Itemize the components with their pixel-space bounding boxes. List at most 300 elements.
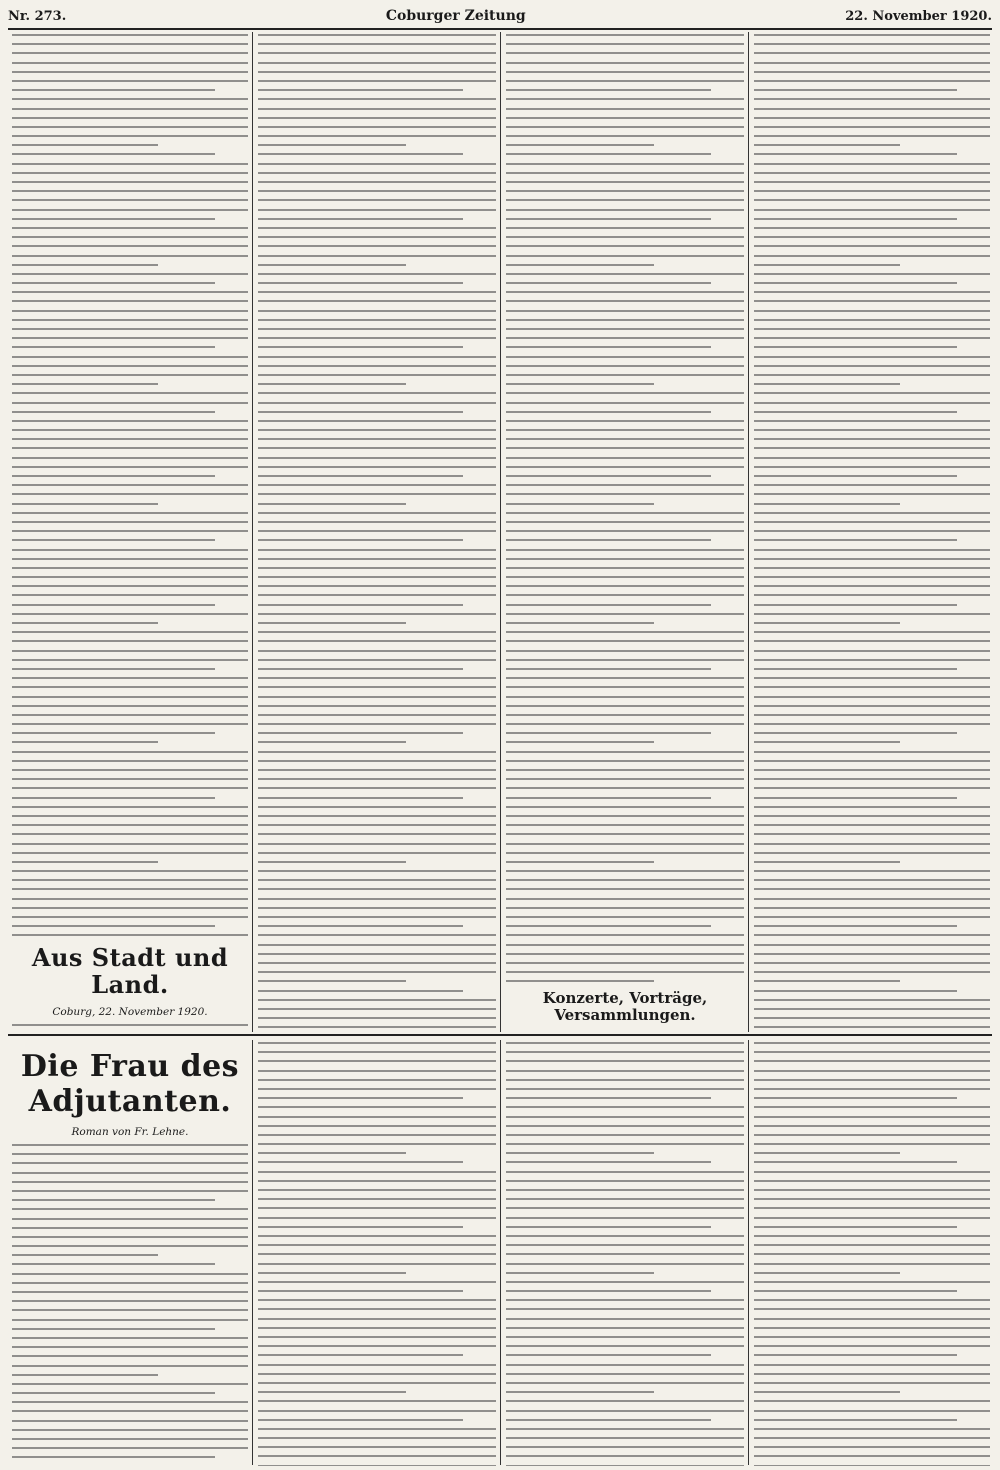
- text-line: [12, 1282, 248, 1284]
- text-line: [12, 1328, 215, 1330]
- text-line: [506, 365, 744, 367]
- text-line: [506, 512, 744, 514]
- text-line: [506, 585, 744, 587]
- text-line: [258, 1217, 496, 1219]
- text-line: [258, 117, 496, 119]
- text-line: [12, 62, 248, 64]
- text-line: [258, 190, 496, 192]
- text-line: [12, 613, 248, 615]
- text-line: [258, 1345, 496, 1347]
- text-line: [258, 264, 406, 266]
- text-line: [12, 594, 248, 596]
- text-line: [754, 640, 990, 642]
- text-line: [506, 126, 744, 128]
- text-line: [258, 833, 496, 835]
- text-line: [258, 631, 496, 633]
- text-line: [506, 594, 744, 596]
- text-line: [754, 980, 900, 982]
- text-line: [506, 1217, 744, 1219]
- text-line: [506, 1281, 744, 1283]
- text-line: [12, 797, 215, 799]
- text-line: [506, 190, 744, 192]
- text-block: [754, 1042, 990, 1466]
- text-line: [506, 62, 744, 64]
- text-line: [506, 723, 744, 725]
- text-line: [258, 925, 463, 927]
- text-line: [506, 108, 744, 110]
- text-line: [12, 696, 248, 698]
- text-line: [506, 438, 744, 440]
- text-line: [506, 879, 744, 881]
- text-line: [506, 328, 744, 330]
- text-line: [754, 1327, 990, 1329]
- text-line: [258, 1189, 496, 1191]
- serial-column-4: [754, 1042, 990, 1466]
- text-line: [754, 650, 990, 652]
- text-line: [754, 870, 990, 872]
- text-line: [754, 1134, 990, 1136]
- text-line: [506, 1364, 744, 1366]
- text-line: [258, 824, 496, 826]
- text-line: [754, 1373, 990, 1375]
- text-line: [754, 420, 990, 422]
- text-line: [12, 833, 248, 835]
- text-line: [258, 1272, 406, 1274]
- text-block: [258, 34, 496, 1029]
- text-line: [12, 475, 215, 477]
- text-line: [258, 787, 496, 789]
- text-line: [258, 1354, 463, 1356]
- text-line: [506, 493, 744, 495]
- text-line: [754, 199, 990, 201]
- text-line: [258, 89, 463, 91]
- text-line: [506, 1263, 744, 1265]
- text-line: [754, 163, 990, 165]
- text-line: [754, 576, 990, 578]
- text-line: [258, 1391, 406, 1393]
- text-line: [12, 741, 158, 743]
- text-line: [506, 650, 744, 652]
- text-line: [754, 549, 990, 551]
- text-line: [258, 466, 496, 468]
- text-line: [258, 696, 496, 698]
- text-line: [258, 898, 496, 900]
- text-line: [258, 1134, 496, 1136]
- text-line: [754, 668, 957, 670]
- text-line: [258, 1290, 463, 1292]
- text-line: [506, 117, 744, 119]
- text-line: [258, 797, 463, 799]
- text-line: [12, 282, 215, 284]
- text-line: [754, 1354, 957, 1356]
- text-line: [258, 1207, 496, 1209]
- text-line: [258, 1070, 496, 1072]
- text-line: [258, 1097, 463, 1099]
- text-line: [506, 787, 744, 789]
- text-line: [12, 585, 248, 587]
- text-line: [506, 815, 744, 817]
- text-line: [258, 34, 496, 36]
- text-line: [754, 705, 990, 707]
- text-line: [506, 640, 744, 642]
- text-line: [258, 861, 406, 863]
- text-line: [258, 521, 496, 523]
- text-line: [506, 962, 744, 964]
- text-line: [258, 668, 463, 670]
- text-line: [12, 1291, 248, 1293]
- text-line: [12, 172, 248, 174]
- text-line: [12, 1309, 248, 1311]
- text-line: [258, 337, 496, 339]
- text-line: [754, 732, 957, 734]
- text-line: [754, 190, 990, 192]
- text-line: [258, 218, 463, 220]
- text-line: [12, 1456, 215, 1458]
- text-line: [258, 1308, 496, 1310]
- issue-date: 22. November 1920.: [845, 8, 992, 24]
- section-divider: [8, 1034, 992, 1036]
- text-line: [506, 383, 654, 385]
- text-line: [506, 1152, 654, 1154]
- text-line: [258, 163, 496, 165]
- text-line: [12, 558, 248, 560]
- text-line: [258, 319, 496, 321]
- text-line: [258, 236, 496, 238]
- text-line: [754, 1198, 990, 1200]
- text-line: [258, 1327, 496, 1329]
- text-line: [258, 686, 496, 688]
- text-line: [754, 1171, 990, 1173]
- text-line: [12, 1172, 248, 1174]
- text-line: [12, 209, 248, 211]
- text-line: [12, 218, 215, 220]
- text-line: [258, 227, 496, 229]
- masthead: [8, 4, 992, 30]
- text-line: [506, 613, 744, 615]
- text-line: [506, 1318, 744, 1320]
- text-line: [258, 346, 463, 348]
- text-line: [754, 585, 990, 587]
- text-line: [258, 677, 496, 679]
- text-line: [506, 925, 711, 927]
- text-line: [506, 622, 654, 624]
- text-line: [754, 999, 990, 1001]
- text-line: [258, 273, 496, 275]
- text-line: [506, 337, 744, 339]
- text-line: [754, 1152, 900, 1154]
- text-line: [258, 1017, 496, 1019]
- text-line: [754, 558, 990, 560]
- text-line: [506, 374, 744, 376]
- text-line: [506, 539, 711, 541]
- text-line: [258, 971, 496, 973]
- text-line: [258, 962, 496, 964]
- text-line: [754, 126, 990, 128]
- text-line: [258, 374, 496, 376]
- text-line: [754, 438, 990, 440]
- text-line: [12, 503, 158, 505]
- text-line: [12, 1273, 248, 1275]
- text-line: [754, 1026, 990, 1028]
- text-line: [12, 328, 248, 330]
- text-line: [506, 484, 744, 486]
- text-line: [12, 1218, 248, 1220]
- text-line: [258, 1382, 496, 1384]
- text-line: [754, 218, 957, 220]
- text-line: [12, 484, 248, 486]
- newspaper-title: Coburger Zeitung: [385, 8, 526, 24]
- text-line: [12, 392, 248, 394]
- text-line: [754, 71, 990, 73]
- text-line: [506, 282, 711, 284]
- text-line: [506, 760, 744, 762]
- text-line: [12, 117, 248, 119]
- text-line: [754, 493, 990, 495]
- text-line: [12, 199, 248, 201]
- text-line: [506, 264, 654, 266]
- text-line: [754, 227, 990, 229]
- column-rule: [500, 1040, 501, 1465]
- text-line: [12, 438, 248, 440]
- text-line: [12, 273, 248, 275]
- text-line: [12, 89, 215, 91]
- text-line: [506, 1290, 711, 1292]
- text-line: [506, 1336, 744, 1338]
- text-line: [12, 1355, 248, 1357]
- text-line: [258, 356, 496, 358]
- text-line: [754, 402, 990, 404]
- text-line: [506, 1198, 744, 1200]
- text-line: [506, 245, 744, 247]
- text-line: [506, 163, 744, 165]
- text-line: [12, 631, 248, 633]
- text-line: [12, 255, 248, 257]
- text-line: [12, 447, 248, 449]
- column-1: [12, 34, 248, 1029]
- text-line: [506, 732, 711, 734]
- text-line: [506, 144, 654, 146]
- text-line: [506, 1345, 744, 1347]
- text-line: [12, 457, 248, 459]
- text-line: [258, 62, 496, 64]
- column-rule: [252, 32, 253, 1032]
- text-line: [754, 310, 990, 312]
- text-line: [506, 714, 744, 716]
- text-line: [754, 62, 990, 64]
- text-block: [12, 34, 248, 936]
- text-line: [12, 1254, 158, 1256]
- text-line: [754, 1455, 990, 1457]
- text-line: [258, 52, 496, 54]
- text-line: [12, 898, 248, 900]
- text-line: [506, 1419, 711, 1421]
- text-line: [258, 539, 463, 541]
- text-line: [12, 512, 248, 514]
- text-line: [258, 815, 496, 817]
- text-line: [12, 43, 248, 45]
- text-line: [754, 319, 990, 321]
- text-line: [12, 52, 248, 54]
- text-line: [506, 1410, 744, 1412]
- text-line: [506, 558, 744, 560]
- text-line: [754, 475, 957, 477]
- serial-column-3: [506, 1042, 744, 1466]
- text-line: [754, 916, 990, 918]
- text-line: [258, 1152, 406, 1154]
- text-line: [506, 71, 744, 73]
- text-line: [754, 1217, 990, 1219]
- text-line: [258, 392, 496, 394]
- text-line: [754, 108, 990, 110]
- text-line: [12, 1162, 248, 1164]
- text-line: [754, 52, 990, 54]
- text-line: [12, 300, 248, 302]
- text-line: [754, 751, 990, 753]
- text-line: [258, 1281, 496, 1283]
- text-line: [506, 300, 744, 302]
- text-line: [258, 1235, 496, 1237]
- text-line: [506, 686, 744, 688]
- text-line: [506, 824, 744, 826]
- text-line: [754, 1382, 990, 1384]
- text-line: [754, 98, 990, 100]
- text-line: [258, 916, 496, 918]
- text-line: [506, 1097, 711, 1099]
- text-line: [506, 1272, 654, 1274]
- text-line: [506, 888, 744, 890]
- text-line: [754, 1410, 990, 1412]
- text-line: [754, 1097, 957, 1099]
- text-line: [258, 806, 496, 808]
- text-line: [258, 1051, 496, 1053]
- text-line: [754, 1161, 957, 1163]
- text-line: [258, 181, 496, 183]
- text-block: [506, 34, 744, 982]
- text-line: [754, 1336, 990, 1338]
- text-line: [258, 1336, 496, 1338]
- text-line: [754, 760, 990, 762]
- text-line: [12, 1337, 248, 1339]
- text-line: [12, 640, 248, 642]
- text-line: [258, 1465, 496, 1466]
- text-line: [258, 1198, 496, 1200]
- text-line: [754, 328, 990, 330]
- text-line: [12, 659, 248, 661]
- text-line: [754, 1263, 990, 1265]
- text-line: [12, 108, 248, 110]
- text-line: [12, 1420, 248, 1422]
- text-line: [506, 1042, 744, 1044]
- text-line: [506, 181, 744, 183]
- text-line: [754, 1226, 957, 1228]
- text-line: [12, 1227, 248, 1229]
- text-line: [258, 411, 463, 413]
- text-line: [506, 80, 744, 82]
- text-line: [12, 71, 248, 73]
- text-line: [258, 1318, 496, 1320]
- text-line: [754, 1106, 990, 1108]
- text-line: [506, 420, 744, 422]
- text-line: [258, 530, 496, 532]
- text-line: [754, 34, 990, 36]
- text-line: [258, 769, 496, 771]
- text-line: [12, 622, 158, 624]
- text-line: [12, 907, 248, 909]
- text-line: [754, 879, 990, 881]
- text-line: [12, 824, 248, 826]
- text-line: [754, 539, 957, 541]
- text-line: [258, 585, 496, 587]
- text-line: [506, 209, 744, 211]
- text-line: [506, 1437, 744, 1439]
- text-line: [506, 1143, 744, 1145]
- text-line: [12, 80, 248, 82]
- text-line: [258, 622, 406, 624]
- text-line: [12, 236, 248, 238]
- text-line: [506, 236, 744, 238]
- text-line: [754, 80, 990, 82]
- text-line: [506, 1373, 744, 1375]
- text-line: [754, 1051, 990, 1053]
- text-line: [754, 374, 990, 376]
- text-line: [754, 1017, 990, 1019]
- text-line: [12, 723, 248, 725]
- text-block: [506, 1042, 744, 1466]
- text-line: [754, 429, 990, 431]
- text-line: [258, 126, 496, 128]
- text-line: [258, 1106, 496, 1108]
- text-line: [258, 80, 496, 82]
- text-line: [258, 1244, 496, 1246]
- text-line: [258, 402, 496, 404]
- serial-subtitle: Roman von Fr. Lehne.: [71, 1126, 189, 1138]
- text-line: [506, 1428, 744, 1430]
- text-line: [258, 980, 406, 982]
- text-line: [12, 1245, 248, 1247]
- text-line: [12, 144, 158, 146]
- text-line: [258, 1161, 463, 1163]
- text-line: [258, 953, 496, 955]
- text-line: [506, 953, 744, 955]
- text-line: [506, 1382, 744, 1384]
- text-line: [258, 484, 496, 486]
- text-line: [258, 310, 496, 312]
- column-rule: [748, 1040, 749, 1465]
- text-line: [754, 567, 990, 569]
- text-line: [506, 1070, 744, 1072]
- text-line: [258, 1125, 496, 1127]
- text-line: [12, 705, 248, 707]
- text-line: [258, 98, 496, 100]
- text-line: [506, 934, 744, 936]
- text-line: [754, 1419, 957, 1421]
- text-line: [12, 34, 248, 36]
- text-line: [754, 1235, 990, 1237]
- text-line: [754, 1008, 990, 1010]
- text-line: [12, 1438, 248, 1440]
- text-line: [12, 365, 248, 367]
- text-line: [258, 447, 496, 449]
- text-line: [12, 778, 248, 780]
- text-line: [506, 98, 744, 100]
- text-line: [506, 549, 744, 551]
- text-line: [12, 356, 248, 358]
- text-line: [754, 944, 990, 946]
- text-line: [12, 337, 248, 339]
- text-line: [506, 1125, 744, 1127]
- text-line: [258, 907, 496, 909]
- text-line: [12, 539, 215, 541]
